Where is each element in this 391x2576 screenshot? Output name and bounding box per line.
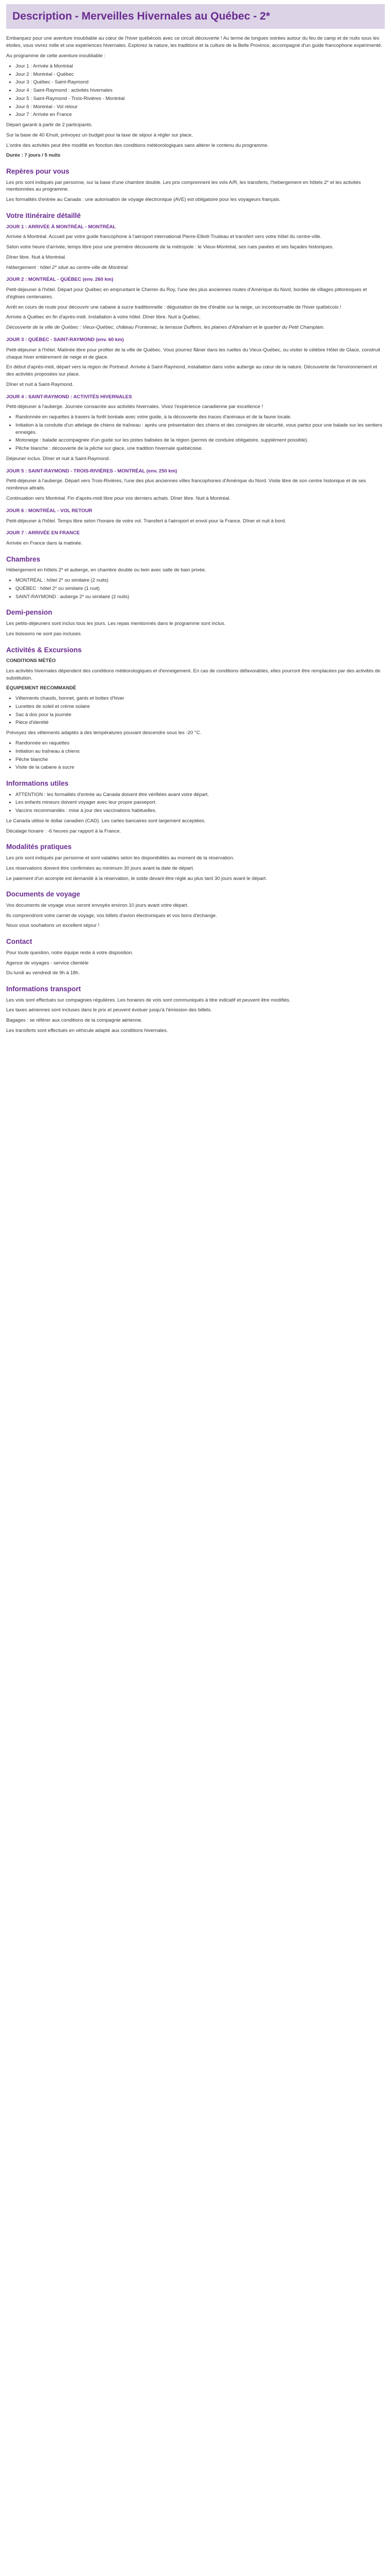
day-heading: JOUR 1 : ARRIVÉE À MONTRÉAL - MONTRÉAL (6, 224, 116, 230)
paragraph: Les petits-déjeuners sont inclus tous les jours. Les repas mentionnés dans le programme sont inclus. (6, 621, 226, 627)
paragraph: Dîner et nuit à Saint-Raymond. (6, 381, 74, 387)
list-item: • SAINT-RAYMOND : auberge 2* ou similaire (2 nuits) (15, 594, 385, 601)
section-title: Activités & Excursions (6, 646, 82, 654)
paragraph: Arrivée à Montréal. Accueil par votre guide francophone à l'aéroport international Pierre-Elliott-Trudeau et transfert vers votre hôtel du centre-ville. (6, 234, 322, 240)
activities-included-list (6, 740, 385, 771)
day-heading: JOUR 4 : SAINT-RAYMOND : ACTIVITÉS HIVERNALES (6, 394, 132, 400)
list-item: • Pêche blanche (15, 756, 385, 764)
paragraph: Le Canada utilise le dollar canadien (CAD). Les cartes bancaires sont largement acceptées. (6, 818, 206, 824)
section-title: Chambres (6, 555, 41, 563)
paragraph: Pour toute question, notre équipe reste à votre disposition. (6, 950, 134, 956)
list-item: • Jour 3 : Québec - Saint-Raymond (15, 79, 385, 86)
title-banner (6, 4, 385, 29)
list-item: • MONTRÉAL : hôtel 2* ou similaire (2 nuits) (15, 577, 385, 584)
day-heading: JOUR 7 : ARRIVÉE EN FRANCE (6, 530, 80, 536)
paragraph: Arrivée à Québec en fin d'après-midi. Installation à votre hôtel. Dîner libre. Nuit à Québec. (6, 314, 201, 320)
section-title: Documents de voyage (6, 890, 80, 899)
paragraph: Selon votre heure d'arrivée, temps libre pour une première découverte de la métropole : le Vieux-Montréal, ses rues pavées et ses façades historiques. (6, 244, 334, 250)
intro-section (6, 35, 385, 159)
paragraph: Petit-déjeuner à l'auberge. Départ vers Trois-Rivières, l'une des plus anciennes villes francophones d'Amérique du Nord. Visite libre de son centre historique et de ses nombreux attraits. (6, 478, 366, 492)
paragraph: Les prix sont indiqués par personne et sont valables selon les disponibilités au moment de la réservation. (6, 855, 235, 861)
paragraph: Découverte de la ville de Québec : Vieux-Québec, château Frontenac, la terrasse Dufferin, les plaines d'Abraham et le quartier du Petit Champlain. (6, 325, 325, 331)
list-item: • Pièce d'identité (15, 719, 385, 726)
paragraph: Les formalités d'entrée au Canada : une autorisation de voyage électronique (AVE) est obligatoire pour les voyageurs français. (6, 197, 281, 203)
intro-paragraph: Embarquez pour une aventure inoubliable au cœur de l'hiver québécois avec ce circuit découverte ! Au terme de longues soirées autour du feu de camp et de nuits sous les étoiles, vous vivrez mille et une expériences hivernales. Explorez la nature, les traditions et la culture de la Belle Province, accompagné d'un guide francophone expérimenté. (6, 36, 382, 49)
page-title: Description - Merveilles Hivernales au Québec - 2* (12, 10, 270, 22)
paragraph: Hébergement : hôtel 2* situé au centre-ville de Montréal. (6, 264, 129, 270)
paragraph: Décalage horaire : -6 heures par rapport à la France. (6, 828, 121, 834)
list-item: • Vêtements chauds, bonnet, gants et bottes d'hiver (15, 695, 385, 702)
list-item: • Jour 1 : Arrivée à Montréal (15, 63, 385, 70)
paragraph: Déjeuner inclus. Dîner et nuit à Saint-Raymond. (6, 455, 110, 462)
list-item: • QUÉBEC : hôtel 2* ou similaire (1 nuit) (15, 585, 385, 592)
paragraph: Vos documents de voyage vous seront envoyés environ 10 jours avant votre départ. (6, 902, 189, 908)
intro-paragraph: Départ garanti à partir de 2 participants. (6, 122, 93, 128)
list-item: • Jour 6 : Montréal - Vol retour (15, 104, 385, 111)
paragraph: Bagages : se référer aux conditions de la compagnie aérienne. (6, 1018, 143, 1024)
paragraph: Les prix sont indiqués par personne, sur la base d'une chambre double. Les prix comprennent les vols A/R, les transferts, l'hébergement en hôtels 2* et les activités mentionnées au programme. (6, 179, 361, 193)
section-title: Modalités pratiques (6, 843, 72, 851)
activity-list (6, 414, 385, 452)
paragraph: Petit-déjeuner à l'hôtel. Départ pour Québec en empruntant le Chemin du Roy, l'une des plus anciennes routes d'Amérique du Nord, bordée de villages pittoresques et d'églises centenaires. (6, 287, 367, 300)
intro-paragraph: Sur la base de 40 €/nuit, prévoyez un budget pour la taxe de séjour à régler sur place. (6, 132, 193, 138)
subheading: ÉQUIPEMENT RECOMMANDÉ (6, 685, 76, 691)
list-item: • Initiation au traîneau à chiens (15, 748, 385, 755)
paragraph: Les activités hivernales dépendent des conditions météorologiques et d'enneigement. En cas de conditions défavorables, elles pourront être remplacées par des activités de substitution. (6, 668, 381, 681)
list-item: • Jour 4 : Saint-Raymond : activités hivernales (15, 87, 385, 94)
section-title: Contact (6, 938, 32, 946)
paragraph: Arrivée en France dans la matinée. (6, 540, 83, 547)
list-item: • Lunettes de soleil et crème solaire (15, 703, 385, 710)
list-item: • Les enfants mineurs doivent voyager avec leur propre passeport. (15, 799, 385, 806)
section-title: Demi-pension (6, 608, 53, 617)
paragraph: Petit-déjeuner à l'hôtel. Temps libre selon l'horaire de votre vol. Transfert à l'aéroport et envol pour la France. Dîner et nuit à bord. (6, 518, 286, 524)
list-item: • Randonnée en raquettes à travers la forêt boréale avec votre guide, à la découverte des traces d'animaux et de la faune locale. (15, 414, 385, 421)
list-item: • Motoneige : balade accompagnée d'un guide sur les pistes balisées de la région (permis de conduire obligatoire, supplément possible). (15, 437, 385, 444)
paragraph: En début d'après-midi, départ vers la région de Portneuf. Arrivée à Saint-Raymond, installation dans votre auberge au cœur de la nature. Découverte de l'environnement et des activités proposées sur place. (6, 364, 378, 378)
page (0, 0, 391, 1050)
section-title: Informations utiles (6, 779, 69, 788)
paragraph: Petit-déjeuner à l'auberge. Journée consacrée aux activités hivernales. Vivez l'expérience canadienne par excellence ! (6, 404, 263, 410)
day-heading: JOUR 6 : MONTRÉAL - VOL RETOUR (6, 507, 92, 514)
day-heading: JOUR 2 : MONTRÉAL - QUÉBEC (env. 260 km) (6, 277, 113, 283)
day-heading: JOUR 3 : QUÉBEC - SAINT-RAYMOND (env. 60 km) (6, 337, 124, 343)
duration: Durée : 7 jours / 5 nuits (6, 152, 61, 159)
info-list (6, 791, 385, 815)
paragraph: Les vols sont effectués sur compagnies régulières. Les horaires de vols sont communiqués à titre indicatif et peuvent être modifiés. (6, 997, 291, 1003)
list-item: • Randonnée en raquettes (15, 740, 385, 747)
list-item: • Jour 2 : Montréal - Québec (15, 71, 385, 78)
list-item: • ATTENTION : les formalités d'entrée au Canada doivent être vérifiées avant votre départ. (15, 791, 385, 799)
paragraph: Les transferts sont effectués en véhicule adapté aux conditions hivernales. (6, 1027, 168, 1033)
paragraph: Les boissons ne sont pas incluses. (6, 631, 82, 637)
paragraph: Agence de voyages - service clientèle (6, 960, 89, 966)
list-item: • Initiation à la conduite d'un attelage de chiens de traîneau : après une présentation des chiens et des consignes de sécurité, vous partez pour une balade sur les sentiers enneigés. (15, 422, 385, 436)
paragraph: Hébergement en hôtels 2* et auberge, en chambre double ou twin avec salle de bain privée. (6, 567, 206, 573)
paragraph: Petit-déjeuner à l'hôtel. Matinée libre pour profiter de la ville de Québec. Vous pourrez flâner dans les ruelles du Vieux-Québec, ou visiter le célèbre Hôtel de Glace, construit chaque hiver entièrement de neige et de glace. (6, 347, 381, 360)
day-heading: JOUR 5 : SAINT-RAYMOND - TROIS-RIVIÈRES - MONTRÉAL (env. 250 km) (6, 468, 177, 474)
equipment-list (6, 695, 385, 726)
paragraph: Prévoyez des vêtements adaptés à des températures pouvant descendre sous les -20 °C. (6, 730, 202, 736)
list-item: • Vaccins recommandés : mise à jour des vaccinations habituelles. (15, 807, 385, 815)
paragraph: Les taxes aériennes sont incluses dans le prix et peuvent évoluer jusqu'à l'émission des billets. (6, 1007, 212, 1013)
intro-paragraph: Au programme de cette aventure inoubliable : (6, 53, 106, 59)
hotel-list (6, 577, 385, 600)
intro-paragraph: L'ordre des activités peut être modifié en fonction des conditions météorologiques sans altérer le contenu du programme. (6, 142, 269, 148)
section-title: Votre itinéraire détaillé (6, 212, 81, 220)
section-title: Repères pour vous (6, 167, 70, 176)
paragraph: Nous vous souhaitons un excellent séjour ! (6, 923, 100, 929)
list-item: • Sac à dos pour la journée (15, 711, 385, 719)
list-item: • Pêche blanche : découverte de la pêche sur glace, une tradition hivernale québécoise. (15, 445, 385, 452)
paragraph: Les réservations doivent être confirmées au minimum 30 jours avant la date de départ. (6, 865, 194, 871)
paragraph: Continuation vers Montréal. Fin d'après-midi libre pour vos derniers achats. Dîner libre. Nuit à Montréal. (6, 496, 231, 502)
list-item: • Jour 5 : Saint-Raymond - Trois-Rivières - Montréal (15, 95, 385, 103)
itinerary-summary-list (6, 63, 385, 118)
paragraph: Arrêt en cours de route pour découvrir une cabane à sucre traditionnelle : dégustation de tire d'érable sur la neige, un incontournable de l'hiver québécois ! (6, 304, 341, 310)
subheading: CONDITIONS MÉTÉO (6, 658, 56, 664)
paragraph: Du lundi au vendredi de 9h à 18h. (6, 970, 80, 976)
paragraph: Ils comprendront votre carnet de voyage, vos billets d'avion électroniques et vos bons d'échange. (6, 912, 217, 919)
list-item: • Visite de la cabane à sucre (15, 764, 385, 771)
paragraph: Le paiement d'un acompte est demandé à la réservation, le solde devant être réglé au plus tard 30 jours avant le départ. (6, 875, 267, 882)
section-title: Informations transport (6, 985, 81, 993)
paragraph: Dîner libre. Nuit à Montréal. (6, 254, 67, 260)
list-item: • Jour 7 : Arrivée en France (15, 111, 385, 118)
